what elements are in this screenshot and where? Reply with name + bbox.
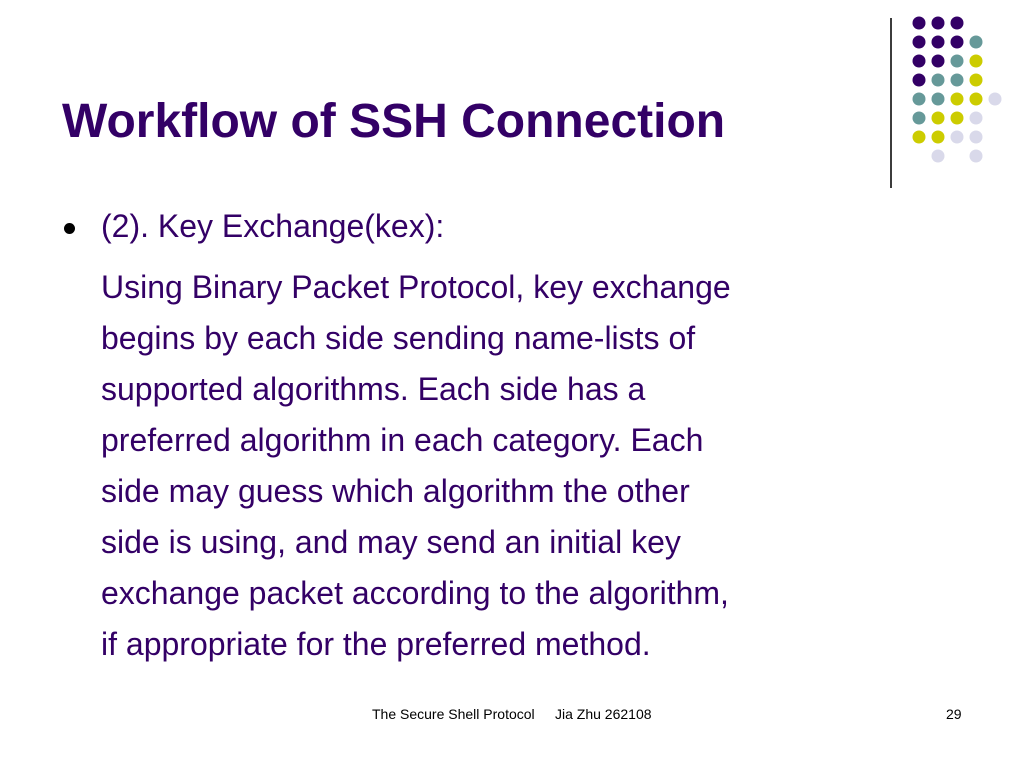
slide-title: Workflow of SSH Connection <box>62 95 726 148</box>
decorative-dot <box>913 36 926 49</box>
decorative-dot <box>932 36 945 49</box>
decorative-dot <box>913 93 926 106</box>
body-line: side may guess which algorithm the other <box>101 473 690 509</box>
bullet-heading: (2). Key Exchange(kex): <box>101 208 445 244</box>
body-line: supported algorithms. Each side has a <box>101 371 646 407</box>
footer-presentation-title: The Secure Shell Protocol <box>372 706 535 722</box>
decorative-dot <box>951 112 964 125</box>
body-line: exchange packet according to the algorithm, <box>101 575 729 611</box>
decorative-dot <box>951 131 964 144</box>
decorative-dot <box>913 55 926 68</box>
decorative-dot <box>932 17 945 30</box>
decorative-dot <box>951 74 964 87</box>
decorative-dot <box>951 55 964 68</box>
decorative-dot <box>970 74 983 87</box>
decorative-dot <box>932 112 945 125</box>
decorative-dot <box>932 131 945 144</box>
decorative-dot <box>970 36 983 49</box>
body-line: Using Binary Packet Protocol, key exchange <box>101 269 731 305</box>
decorative-dot <box>932 55 945 68</box>
decorative-dot <box>970 131 983 144</box>
body-line: if appropriate for the preferred method. <box>101 626 651 662</box>
decorative-dot-grid <box>0 0 1024 200</box>
body-line: begins by each side sending name-lists of <box>101 320 696 356</box>
title-divider <box>890 18 892 188</box>
body-line: preferred algorithm in each category. Each <box>101 422 704 458</box>
decorative-dot <box>970 150 983 163</box>
footer-page-number: 29 <box>946 706 962 722</box>
decorative-dot <box>951 93 964 106</box>
decorative-dot <box>913 112 926 125</box>
decorative-dot <box>970 112 983 125</box>
decorative-dot <box>913 131 926 144</box>
bullet-dot <box>64 223 75 234</box>
decorative-dot <box>970 93 983 106</box>
decorative-dot <box>970 55 983 68</box>
decorative-dot <box>932 93 945 106</box>
body-line: side is using, and may send an initial key <box>101 524 681 560</box>
decorative-dot <box>951 36 964 49</box>
footer-author: Jia Zhu 262108 <box>555 706 652 722</box>
decorative-dot <box>913 74 926 87</box>
decorative-dot <box>951 17 964 30</box>
decorative-dot <box>989 93 1002 106</box>
decorative-dot <box>932 150 945 163</box>
decorative-dot <box>932 74 945 87</box>
decorative-dot <box>913 17 926 30</box>
